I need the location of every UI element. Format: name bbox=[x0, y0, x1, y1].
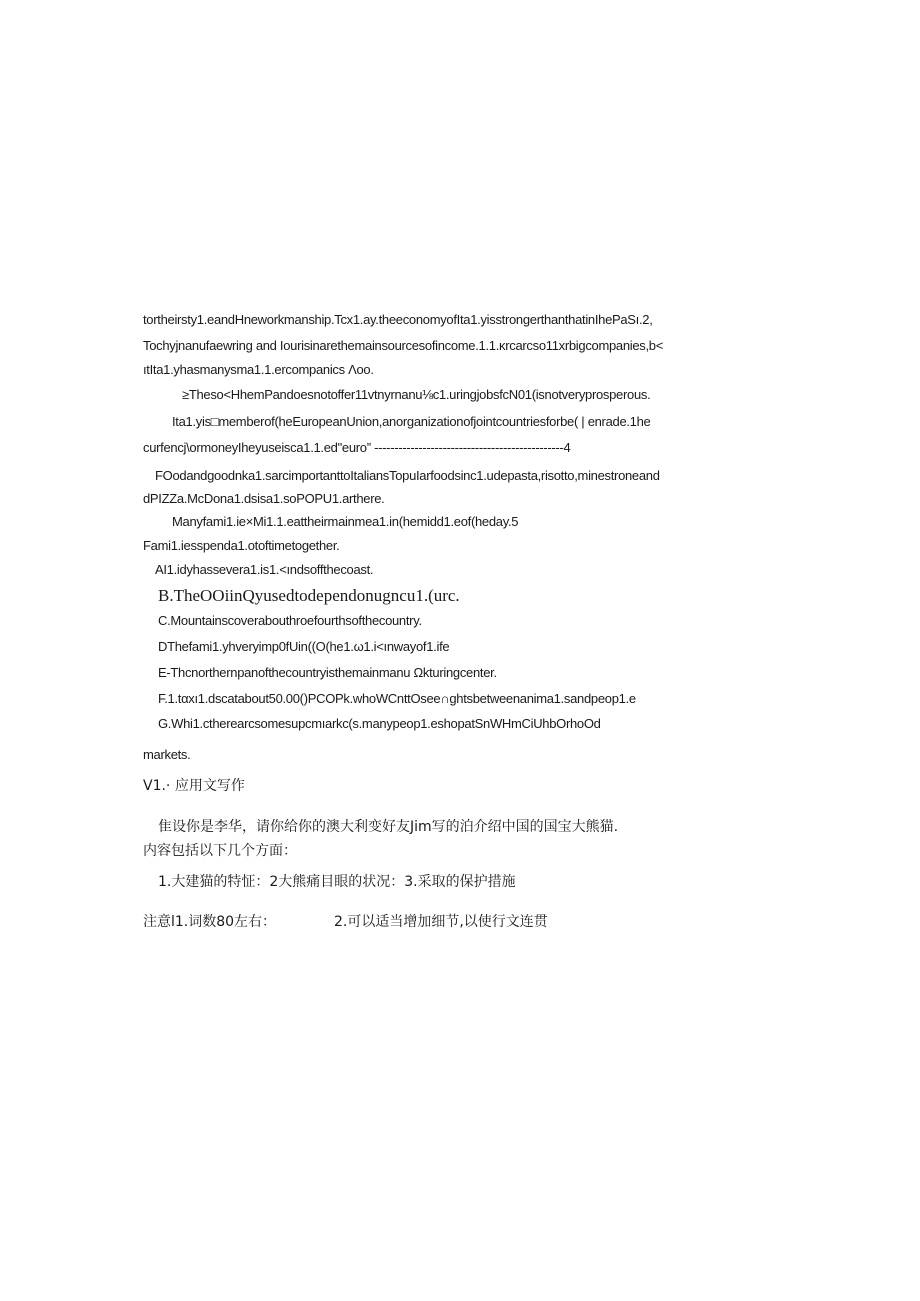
reading-line-1: tortheirsty1.eandHneworkmanship.Tcx1.ay.theeconomyofIta1.yisstrongerthanthatinIhePaSı.2, bbox=[143, 312, 653, 327]
reading-line-9: Manyfami1.ie×Mi1.1.eattheirmainmea1.in(hemidd1.eof(heday.5 bbox=[172, 514, 519, 529]
option-e: E-Thcnorthernpanofthecountryisthemainmanu Ωkturingcenter. bbox=[158, 665, 497, 680]
reading-line-2: Tochyjnanufaewring and Iourisinarethemainsourcesofincome.1.1.κrcarcso11xrbigcompanies,b< bbox=[143, 338, 664, 353]
option-c: C.Mountainscoverabouthroefourthsofthecountry. bbox=[158, 613, 422, 628]
writing-points: 1.大建猫的特怔：2大熊痛目眼的状况：3.采取的保护措施 bbox=[158, 874, 516, 890]
option-g-continuation: markets. bbox=[143, 747, 191, 762]
reading-line-7: FOodandgoodnka1.sarcimportanttoItaliansTopuIarfoodsinc1.udepasta,risotto,minestroneand bbox=[155, 468, 660, 483]
option-g: G.Whi1.ctherearcsomesupcmıarkc(s.manypeop1.eshopatSnWHmCiUhbOrhoOd bbox=[158, 716, 601, 731]
section-title-writing: V1.· 应用文写作 bbox=[143, 778, 245, 794]
reading-line-3: ıtIta1.yhasmanysma1.1.ercompanics Λoo. bbox=[143, 362, 374, 377]
writing-prompt-line-1: 隹设你是李华，请你给你的澳大利变好友Jim写的泊介绍中国的国宝大熊猫. bbox=[158, 819, 619, 835]
reading-line-5: Ita1.yis□memberof(heEuropeanUnion,anorganizationofjointcountriesforbe( | enrade.1he bbox=[172, 414, 651, 429]
option-b: B.TheOOiinQyusedtodependonugncu1.(urc. bbox=[158, 586, 460, 605]
reading-line-11: AI1.idyhassevera1.is1.<ındsoffthecoast. bbox=[155, 562, 374, 577]
reading-line-8: dPIZZa.McDona1.dsisa1.soPOPU1.arthere. bbox=[143, 491, 385, 506]
writing-note-item-2: 2.可以适当增加细节,以使行文连贯 bbox=[334, 914, 548, 930]
reading-line-6: curfencj\ormoneyIheyuseisca1.1.ed"euro” -----------------------------------------------4 bbox=[143, 440, 571, 455]
option-d: DThefami1.yhveryimp0fUin((O(he1.ω1.i<ınwayof1.ife bbox=[158, 639, 450, 654]
reading-line-10: Fami1.iesspenda1.otoftimetogether. bbox=[143, 538, 340, 553]
writing-prompt-line-2: 内容包括以下几个方面： bbox=[143, 843, 297, 859]
reading-line-4: ≥Theso<HhemPandoesnotoffer11vtnyrnanu⅛c1.uringjobsfcN01(isnotveryprosperous. bbox=[182, 387, 651, 402]
option-f: F.1.tαxı1.dscatabout50.00()PCOPk.whoWCnttOsee∩ghtsbetweenanima1.sandpeop1.e bbox=[158, 691, 636, 706]
writing-note-label: 注意l1.词数80左右： bbox=[143, 914, 277, 930]
